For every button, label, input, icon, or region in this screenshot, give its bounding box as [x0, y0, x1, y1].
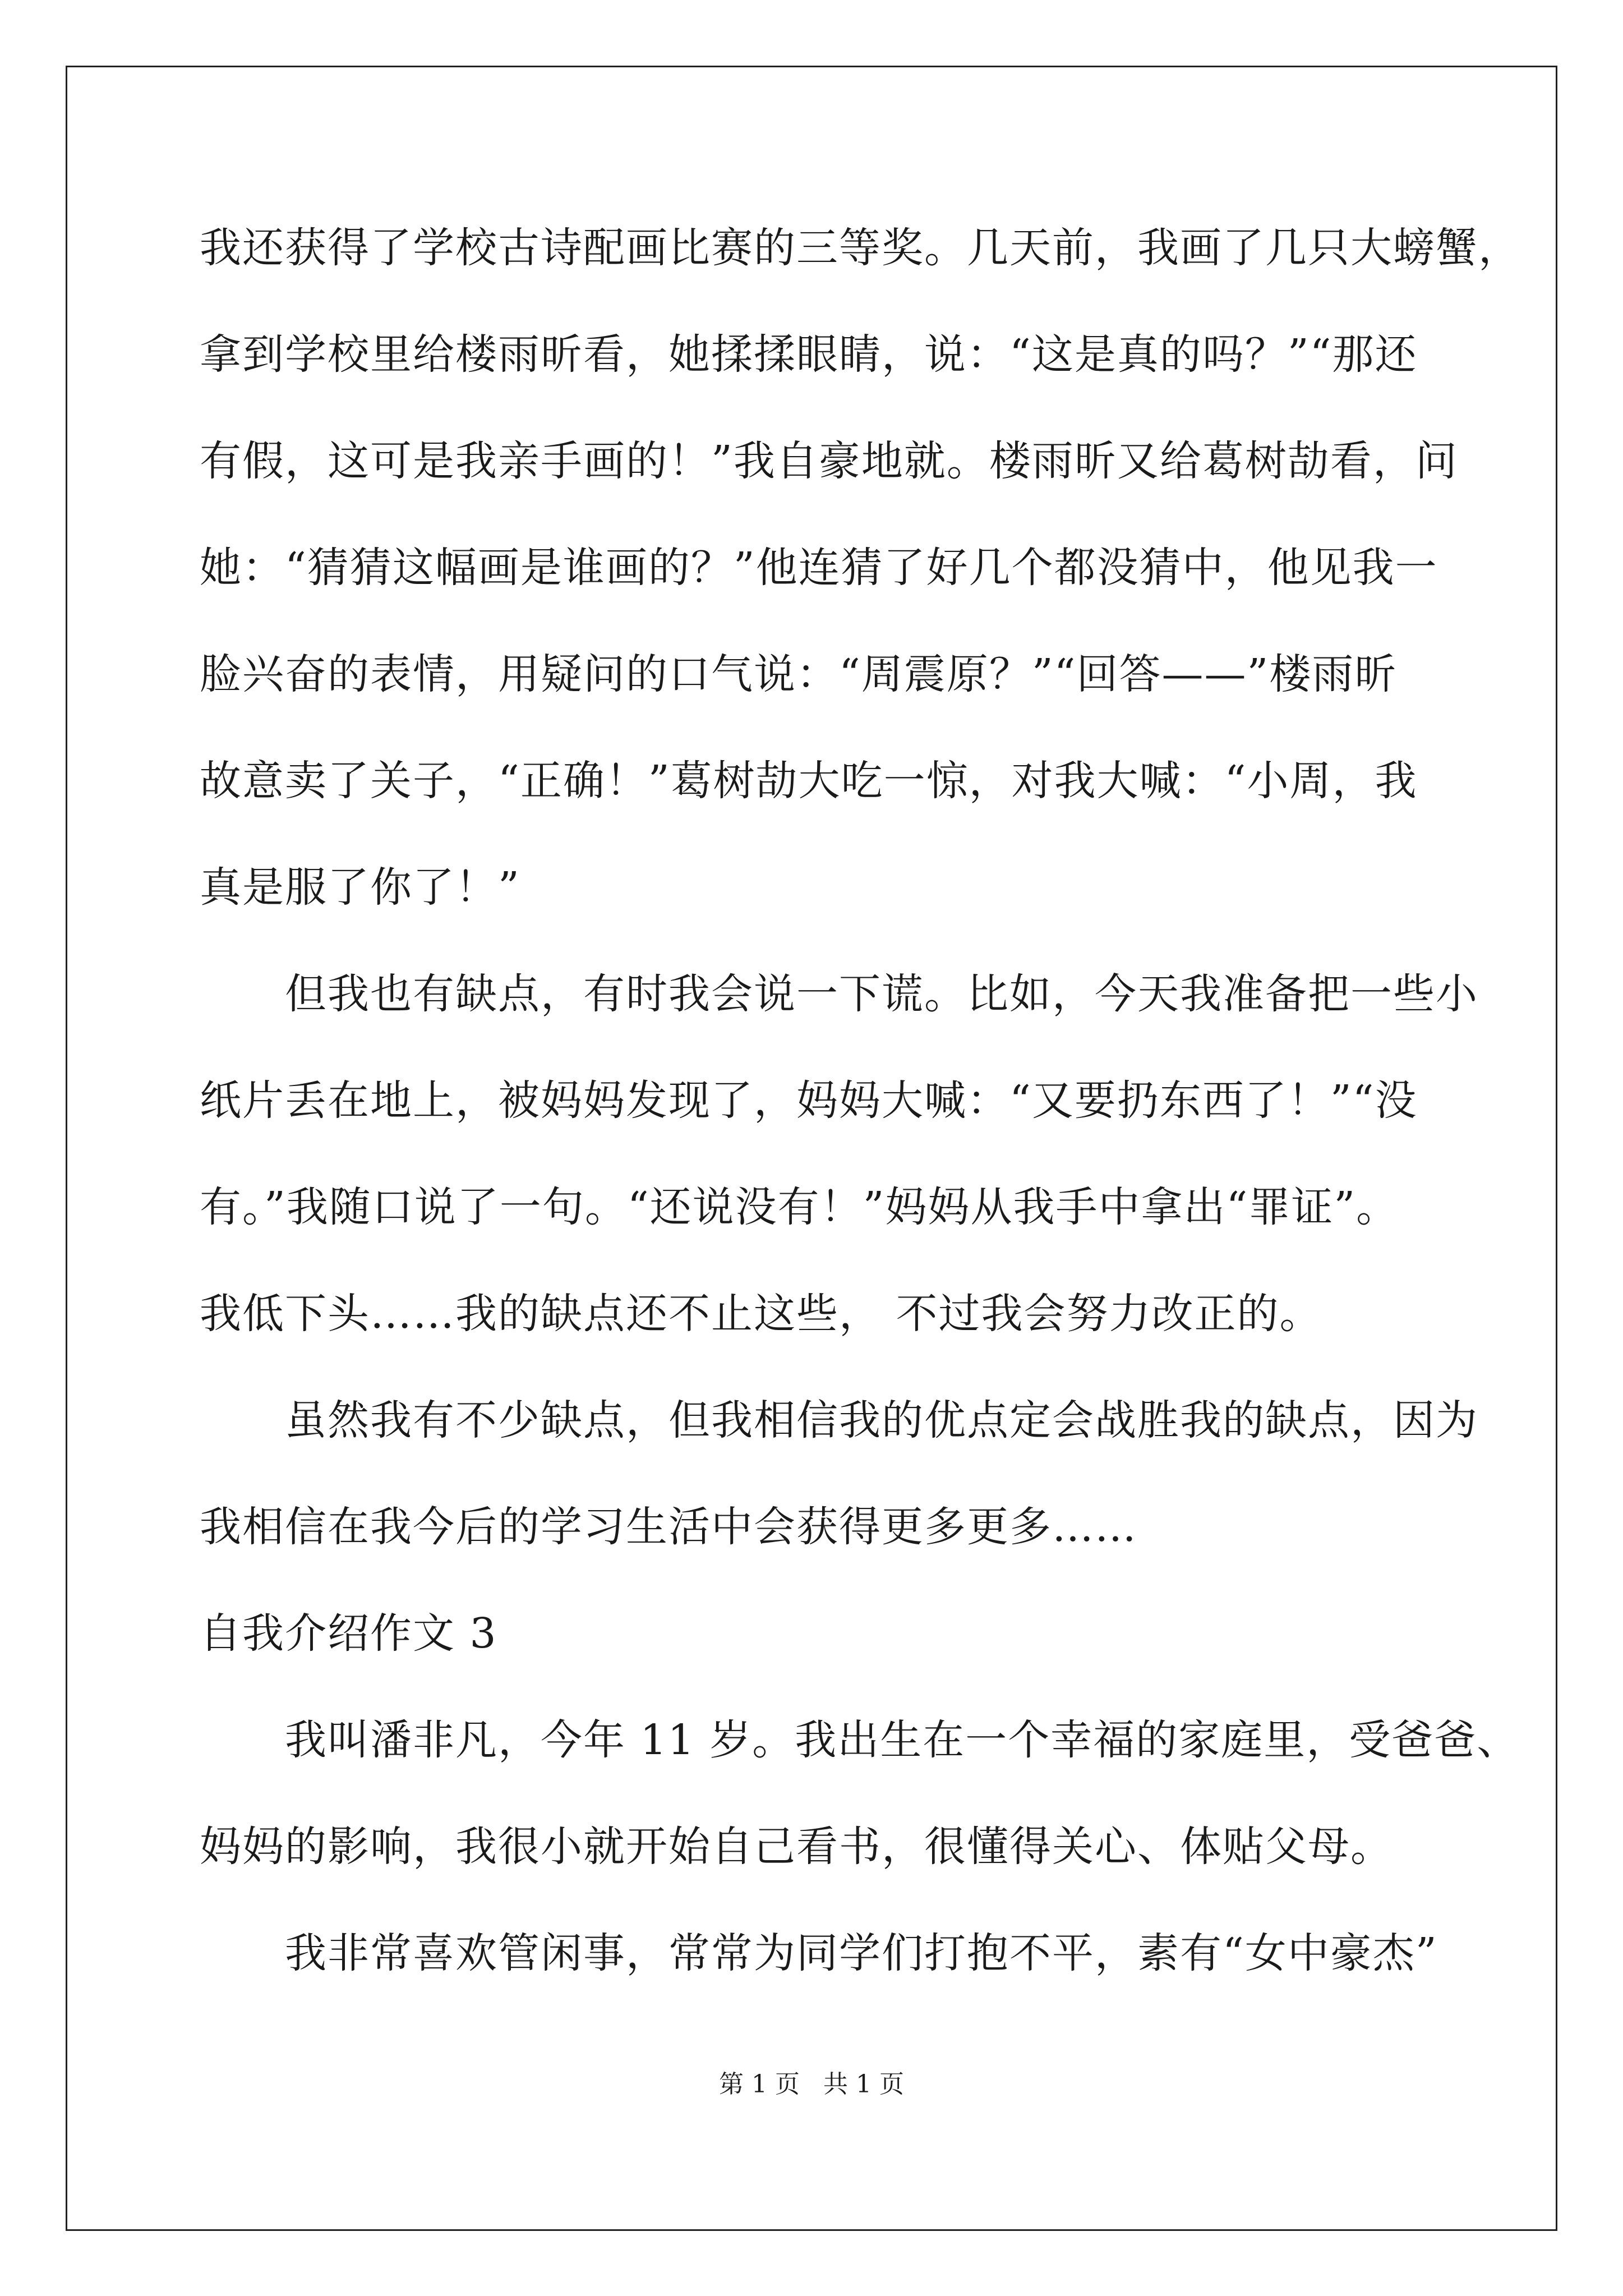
text-line: 我低下头……我的缺点还不止这些， 不过我会努力改正的。: [200, 1290, 1322, 1338]
text-line: 脸兴奋的表情，用疑问的口气说：“周震原？”“回答——”楼雨昕: [200, 650, 1398, 698]
text-line: 我叫潘非凡，今年 11 岁。我出生在一个幸福的家庭里，受爸爸、: [200, 1716, 1520, 1764]
page-footer: 第 1 页 共 1 页: [719, 2070, 904, 2099]
text-line: 虽然我有不少缺点，但我相信我的优点定会战胜我的缺点，因为: [200, 1396, 1478, 1444]
text-line: 有。”我随口说了一句。“还说没有！”妈妈从我手中拿出“罪证”。: [200, 1183, 1399, 1231]
text-line: 妈妈的影响，我很小就开始自己看书，很懂得关心、体贴父母。: [200, 1823, 1393, 1871]
text-line: 她：“猜猜这幅画是谁画的？”他连猜了好几个都没猜中，他见我一: [200, 544, 1438, 592]
text-line: 拿到学校里给楼雨昕看，她揉揉眼睛，说：“这是真的吗？”“那还: [200, 330, 1418, 379]
text-line: 真是服了你了！”: [200, 863, 520, 912]
document-body: [200, 220, 1521, 2032]
text-line: 我相信在我今后的学习生活中会获得更多更多……: [200, 1503, 1137, 1551]
section-heading: 自我介绍作文 3: [200, 1609, 497, 1658]
text-line: 有假，这可是我亲手画的！”我自豪地就。楼雨昕又给葛树劼看，问: [200, 437, 1458, 485]
text-line: 我非常喜欢管闲事，常常为同学们打抱不平，素有“女中豪杰”: [200, 1929, 1438, 1977]
text-line: 纸片丢在地上，被妈妈发现了，妈妈大喊：“又要扔东西了！”“没: [200, 1076, 1418, 1125]
text-line: 我还获得了学校古诗配画比赛的三等奖。几天前，我画了几只大螃蟹，: [200, 224, 1521, 272]
text-line: 但我也有缺点，有时我会说一下谎。比如，今天我准备把一些小: [200, 970, 1478, 1018]
text-line: 故意卖了关子，“正确！”葛树劼大吃一惊，对我大喊：“小周，我: [200, 757, 1418, 805]
